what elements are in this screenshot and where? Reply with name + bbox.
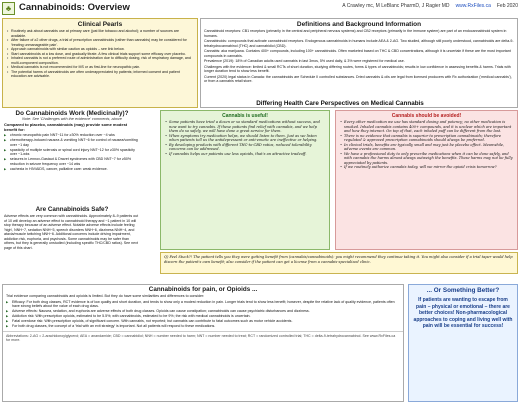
efficacy-item: ▶ chemotherapy-induced nausea & vomiting NNT~6 for control of nausea/vomiting over ~1 day bbox=[4, 138, 140, 147]
caution-item: • Every other medication we use has standard dosing and potency; no other medication is smoked. Inhaled cannabis contains 400+ compounds, and it is unclear which are important and how they interact. On top of that, each inhaled puff can be different from the last. bbox=[339, 120, 514, 134]
pain-item: ▶ For both drug classes, the concept of a 'trial with an exit strategy' is important. Not all patients will respond to these medications. bbox=[6, 324, 400, 329]
efficacy-subtitle: Note: See 'Challenges with the evidence' comments, above bbox=[22, 117, 122, 121]
header bbox=[2, 2, 518, 17]
pain-intro: Trial evidence comparing cannabinoids and opioids is limited. But they do have some similarities and differences to consider: bbox=[6, 294, 205, 298]
definition-paragraph: Current (2020) legal status in Canada: the cannabinoids are Schedule II controlled substances. Dried cannabis & oils are legal from licensed producers with Rx authorization ('medical cannabis'), or from a cannabis retail store. bbox=[204, 74, 512, 83]
definition-paragraph: Cannabinoids: compounds that activate cannabinoid receptors. Endogenous cannabinoids in humans include AEA & 2-AG. Two studied, although still poorly understood, cannabinoids are delta-9-tetrahydrocannabinol (THC) and cannabidiol (CBD). bbox=[204, 39, 514, 48]
pain-opioids-title: Cannabinoids for pain, or Opioids ... bbox=[148, 286, 258, 293]
caution-item: • If we routinely authorize cannabis today, will we mirror the opioid crisis tomorrow? bbox=[339, 165, 514, 170]
safety-title: Are Cannabinoids Safe? bbox=[35, 206, 109, 213]
authors: A Crawley mc, M LeBlanc PharmD, J Ragier MD bbox=[342, 3, 450, 9]
safety-section bbox=[2, 206, 142, 286]
clinical-pearls-title: Clinical Pearls bbox=[77, 21, 123, 28]
something-better-title: ... Or Something Better? bbox=[426, 287, 500, 294]
caution-heading: Cannabis should be avoided! bbox=[391, 113, 462, 119]
site-link[interactable]: www.RxFiles.ca bbox=[455, 3, 491, 9]
caution-item: • We have a professional duty to only prescribe medications when it can be done safely, and with cannabis the harms almost always outweigh the benefits. These harms may not be fully appreciated by patients. bbox=[339, 152, 514, 166]
pearl-item: • After failure of ≥2 other drugs, a trial of prescription cannabinoids (rather than cannabis) may be considered for 'treating unmanageable pain'. bbox=[6, 38, 194, 47]
definition-paragraph: Cannabinoid receptors: CB1 receptors (primarily in the central and peripheral nervous systems) and CB2 receptors (primarily in the immune system) are part of an endocannabinoid system in humans. bbox=[204, 29, 507, 38]
feel-stuck-note: Q) Feel Stuck?! The patient tells you they were getting benefit from (cannabis/cannabinoids): you might recommend they continue taking it. You might also consider if a trial taper would help discern the patient's own benefit; also consider if the patient can get a license from a cannabis-specialized clinic. bbox=[160, 252, 518, 274]
definition-paragraph: Cannabis: aka marijuana. Contains 400+ compounds, including 100+ cannabinoids. Often marketed based on THC & CBD concentrations, although it is uncertain if these are the most important compounds in cannabis. bbox=[204, 49, 511, 58]
definition-paragraph: Challenges with the evidence: limited & small RCTs of short duration, studying differing routes, forms & types of cannabinoids; results in low confidence in assessing benefits & harms. Trials with longer duration tend to show less benefit. bbox=[204, 64, 511, 73]
pain-item: ▶ Fatal overdose risk: With prescription opioids, of significant concern. With cannabis, not reported; but cannabis can contribute to fatal outcomes such as motor vehicle accidents. bbox=[6, 319, 400, 324]
pain-item: ▶ Addiction risk: With prescription opioids, estimated to be 5.5%; with cannabinoids, estimated to be 9%; the risk with medical cannabinoids is uncertain. bbox=[6, 314, 400, 319]
clinical-pearls-box bbox=[2, 18, 198, 108]
pain-item: ▶ Adverse effects: Nausea, sedation, and euphoria are adverse effects of both drug classes. Opioids can cause constipation; cannabinoids can cause psychiatric disturbances and dizziness. bbox=[6, 309, 400, 314]
efficacy-intro: Compared to placebo, cannabinoids (may) provide some modest benefit for: bbox=[4, 122, 128, 132]
pearl-item: • Inhaled cannabis is not a preferred route of administration due to difficulty dosing, risk of respiratory damage, and multi-component composition. bbox=[6, 56, 194, 65]
pain-opioids-box bbox=[2, 284, 404, 402]
efficacy-title: Do Cannabinoids Work (Medicinally)? bbox=[15, 110, 129, 117]
caution-item: • There is no evidence that cannabis is superior to prescription cannabinoids; therefore regulated & approved prescription cannabinoids should always be preferred. bbox=[339, 134, 514, 143]
efficacy-item: ▶ spasticity of multiple sclerosis or spinal cord injury NNT~12 for ≥30% spasticity over ~1-wks bbox=[4, 148, 140, 157]
definitions-box bbox=[200, 18, 518, 108]
safety-body: Adverse effects are very common with cannabinoids. Approximately 8–9 patients out of 10 will develop an adverse effect to cannabinoid therapy and ~1 patient in 10 will stop therapy because of an adverse effect. Notable adverse effects include feeling 'high', NNH~7, sedation NNH~5, speech disorders NNH~6, dizziness NNH~4, and ataxia/muscle twitching NNH~6. Additional concerns include driving impairment, addiction risk, euphoria, and psychosis. Some cannabinoids may be safer than others, but they is generally unstudied (including specific THC/CBD ratios). See next page of this chart. bbox=[4, 214, 139, 250]
useful-heading: Cannabis is useful! bbox=[222, 113, 268, 119]
perspectives-title: Differing Health Care Perspectives on Medical Cannabis bbox=[256, 100, 424, 107]
pearl-item: • The potential harms of cannabinoids are often underappreciated by patients; informed consent and patient education are advisable. bbox=[6, 70, 194, 79]
pearl-item: • Start cannabinoids at a low dose, and gradually titrate. A few clinical trials support some efficacy over placebo. bbox=[6, 52, 194, 57]
pearl-item: • Approach cannabinoids with similar caution as opioids – see link below. bbox=[6, 47, 194, 52]
useful-item: • When symptoms try medication helps, we should listen to them. Just as we listen when patients tell us the antidepressant or anti-emetic are ineffective or helping. bbox=[164, 134, 326, 143]
pain-item: ▶ Efficacy: For both drug classes, RCT evidence is of low quality and short duration, and tends to show only a modest reduction in pain. Longer trials tend to show less benefit; however, despite the relative lack of quality evidence, patients often have strong beliefs about the value of each drug class. bbox=[6, 300, 400, 309]
definition-paragraph: Prevalence (2019): 18% of Canadian adults used cannabis in last 3mos, 5% used daily, & 3% were registered for medical use. bbox=[204, 59, 405, 63]
header-meta bbox=[342, 3, 518, 9]
date: Feb 2020 bbox=[496, 3, 518, 9]
efficacy-item: ▶ chronic neuropathic pain NNT~11 for ≥30% reduction over ~4 wks bbox=[4, 133, 140, 138]
definitions-title: Definitions and Background Information bbox=[296, 21, 422, 28]
cannabis-leaf-icon: ♣ bbox=[2, 2, 15, 15]
something-better-body: If patients are wanting to escape from pain – physical or emotional – there are better choices! Non-pharmacological approaches to coping and living well with pain will be essential for success! bbox=[413, 297, 513, 330]
pearl-item: • Routinely ask about cannabis use at primary care (just like tobacco and alcohol); a number of sources are available. bbox=[6, 29, 194, 38]
useful-item: • If cannabis helps our patients use less opioids, that's an attractive tradeoff. bbox=[164, 152, 326, 157]
caution-item: • In clinical trials, benefits are typically small and may just be placebo effect. Meanwhile, adverse events are common. bbox=[339, 143, 514, 152]
efficacy-item: ▶ cachexia in HIV/AIDS, cancer, palliative care: weak evidence. bbox=[4, 167, 140, 172]
useful-item: • By developing products with different THC-to-CBD ratios, reduced tolerability concerns can be addressed. bbox=[164, 143, 326, 152]
caution-column bbox=[335, 110, 518, 250]
efficacy-item: ▶ seizures in Lennox-Gastaut & Dravet syndromes with CBD NNT~7 for ≥50% reduction in seizure frequency over ~14 wks bbox=[4, 157, 140, 166]
page-title: Cannabinoids: Overview bbox=[19, 2, 130, 13]
useful-column bbox=[160, 110, 330, 250]
efficacy-section bbox=[2, 110, 142, 210]
abbreviations-footnote: Abbreviations: 2-AG = 2-arachidonoylglycerol; AEA = anandamide; CBD = cannabidiol; NNH = number needed to harm; NNT = number needed to treat; RCT = randomized controlled trial; THC = delta-9-tetrahydrocannabinol. See www.RxFiles.ca for more. bbox=[3, 331, 403, 345]
pearl-item: • Medical cannabis is not recommended for MS or as first-line for neuropathic pain. bbox=[6, 65, 194, 70]
something-better-box bbox=[408, 284, 518, 402]
useful-item: • Some patients have tried a dozen or so standard medications without success, and now want to try cannabis. If these patients find relief with cannabis, and we help them do so safely, we will have done a great service for them. bbox=[164, 120, 326, 134]
